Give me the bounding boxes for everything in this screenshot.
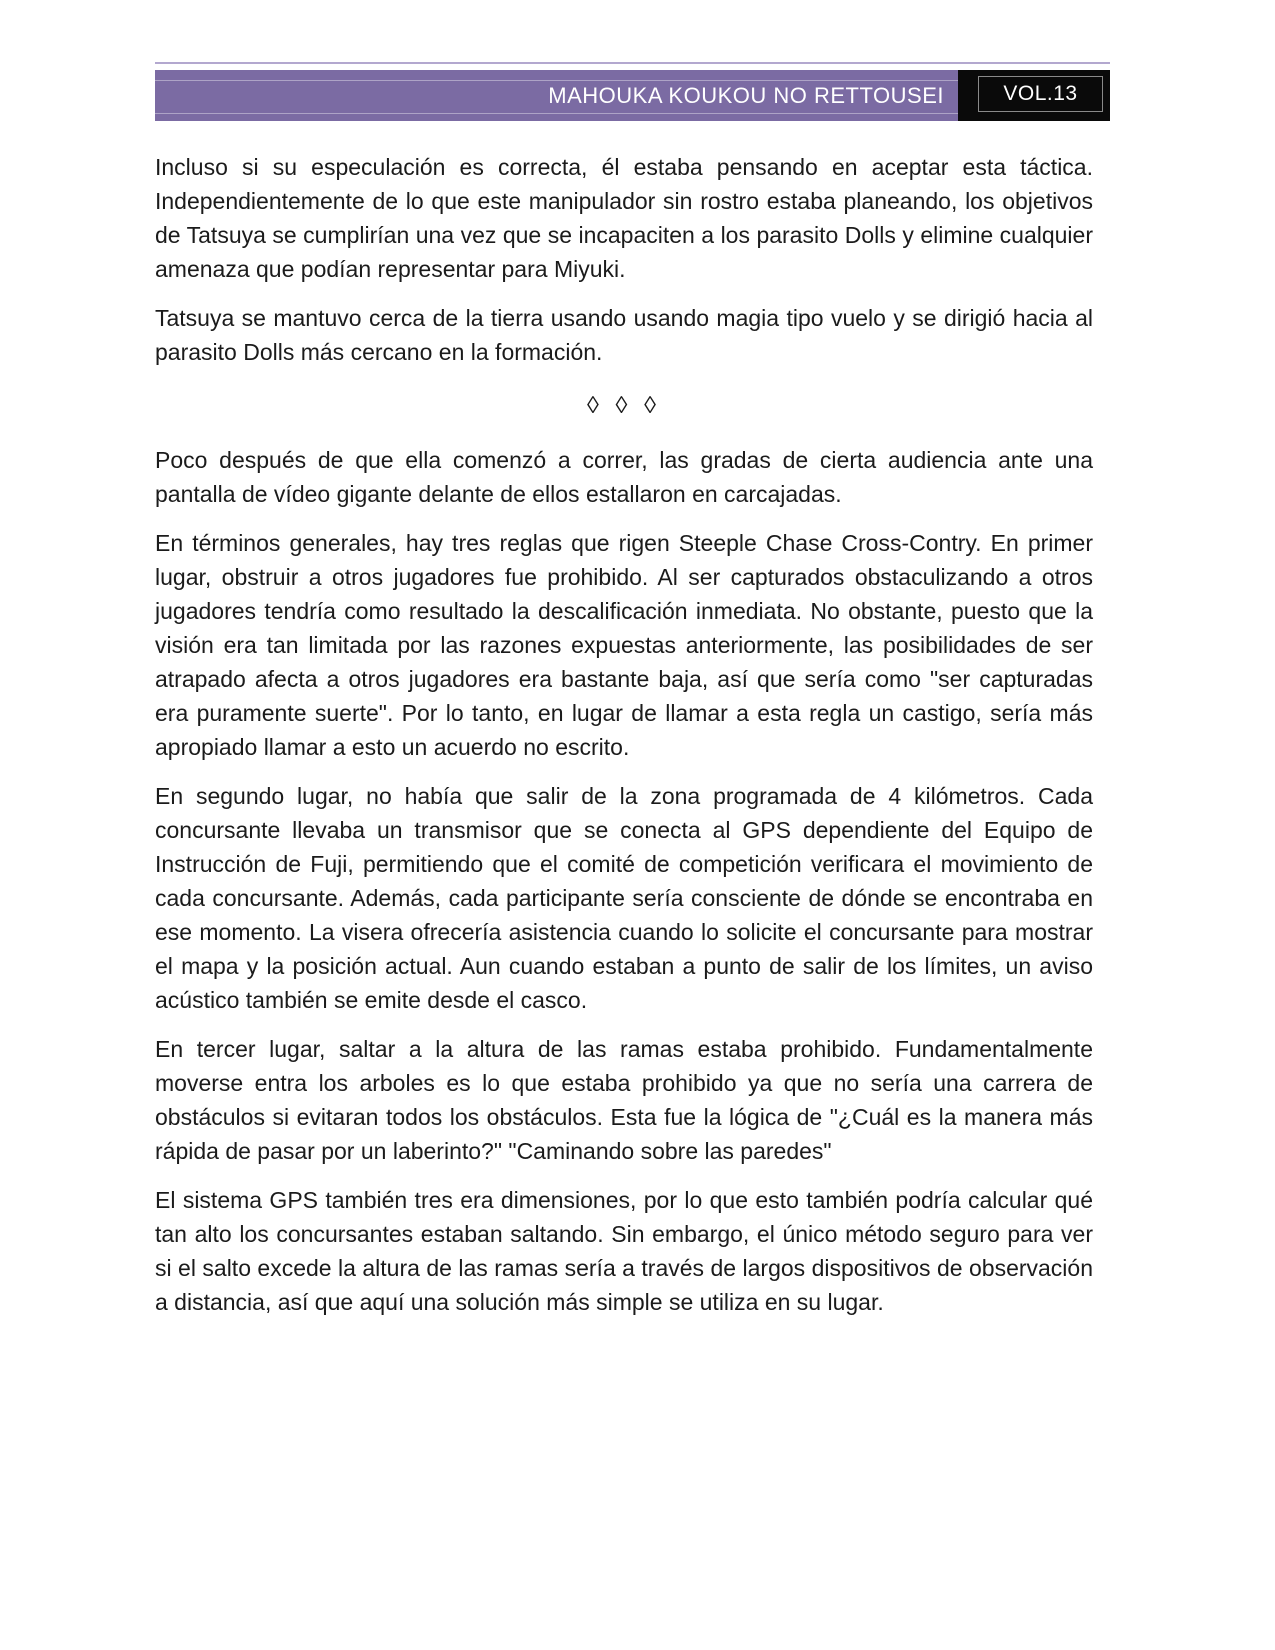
paragraph: Poco después de que ella comenzó a correr, las gradas de cierta audiencia ante una pantalla de vídeo gigante delante de ellos estallaron en carcajadas. [155, 447, 1093, 507]
paragraph: Incluso si su especulación es correcta, él estaba pensando en aceptar esta táctica. Independientemente de lo que este manipulador sin rostro estaba planeando, los objetivos de Tatsuya se cumplirían una vez que se incapaciten a los parasito Dolls y elimine cualquier amenaza que podían representar para Miyuki. [155, 154, 1093, 282]
volume-label: VOL.13 [1003, 82, 1078, 105]
book-title: MAHOUKA KOUKOU NO RETTOUSEI [548, 82, 944, 108]
paragraph: Tatsuya se mantuvo cerca de la tierra usando usando magia tipo vuelo y se dirigió hacia al parasito Dolls más cercano en la formación. [155, 305, 1093, 365]
paragraph: En segundo lugar, no había que salir de la zona programada de 4 kilómetros. Cada concursante llevaba un transmisor que se conecta al GPS dependiente del Equipo de Instrucción de Fuji, permitiendo que el comité de competición verificara el movimiento de cada concursante. Además, cada participante sería consciente de dónde se encontraba en ese momento. La visera ofrecería asistencia cuando lo solicite el concursante para mostrar el mapa y la posición actual. Aun cuando estaban a punto de salir de los límites, un aviso acústico también se emite desde el casco. [155, 783, 1093, 1013]
header-banner [155, 70, 1110, 121]
paragraph: En tercer lugar, saltar a la altura de las ramas estaba prohibido. Fundamentalmente moverse entra los arboles es lo que estaba prohibido ya que no sería una carrera de obstáculos si evitaran todos los obstáculos. Esta fue la lógica de "¿Cuál es la manera más rápida de pasar por un laberinto?" "Caminando sobre las paredes" [155, 1036, 1093, 1164]
header-bar [155, 70, 958, 121]
paragraph: El sistema GPS también tres era dimensiones, por lo que esto también podría calcular qué tan alto los concursantes estaban saltando. Sin embargo, el único método seguro para ver si el salto excede la altura de las ramas sería a través de largos dispositivos de observación a distancia, así que aquí una solución más simple se utiliza en su lugar. [155, 1187, 1093, 1315]
page-header [155, 62, 1110, 121]
paragraph: En términos generales, hay tres reglas que rigen Steeple Chase Cross-Contry. En primer lugar, obstruir a otros jugadores fue prohibido. Al ser capturados obstaculizando a otros jugadores tendría como resultado la descalificación inmediata. No obstante, puesto que la visión era tan limitada por las razones expuestas anteriormente, las posibilidades de ser atrapado afecta a otros jugadores era bastante baja, así que sería como "ser capturadas era puramente suerte". Por lo tanto, en lugar de llamar a esta regla un castigo, sería más apropiado llamar a esto un acuerdo no escrito. [155, 530, 1093, 760]
volume-badge [958, 70, 1110, 121]
scene-separator: ◊ ◊ ◊ [587, 392, 661, 419]
document-body [155, 150, 1093, 1334]
volume-badge-frame [978, 76, 1103, 112]
header-top-rule [155, 62, 1110, 64]
